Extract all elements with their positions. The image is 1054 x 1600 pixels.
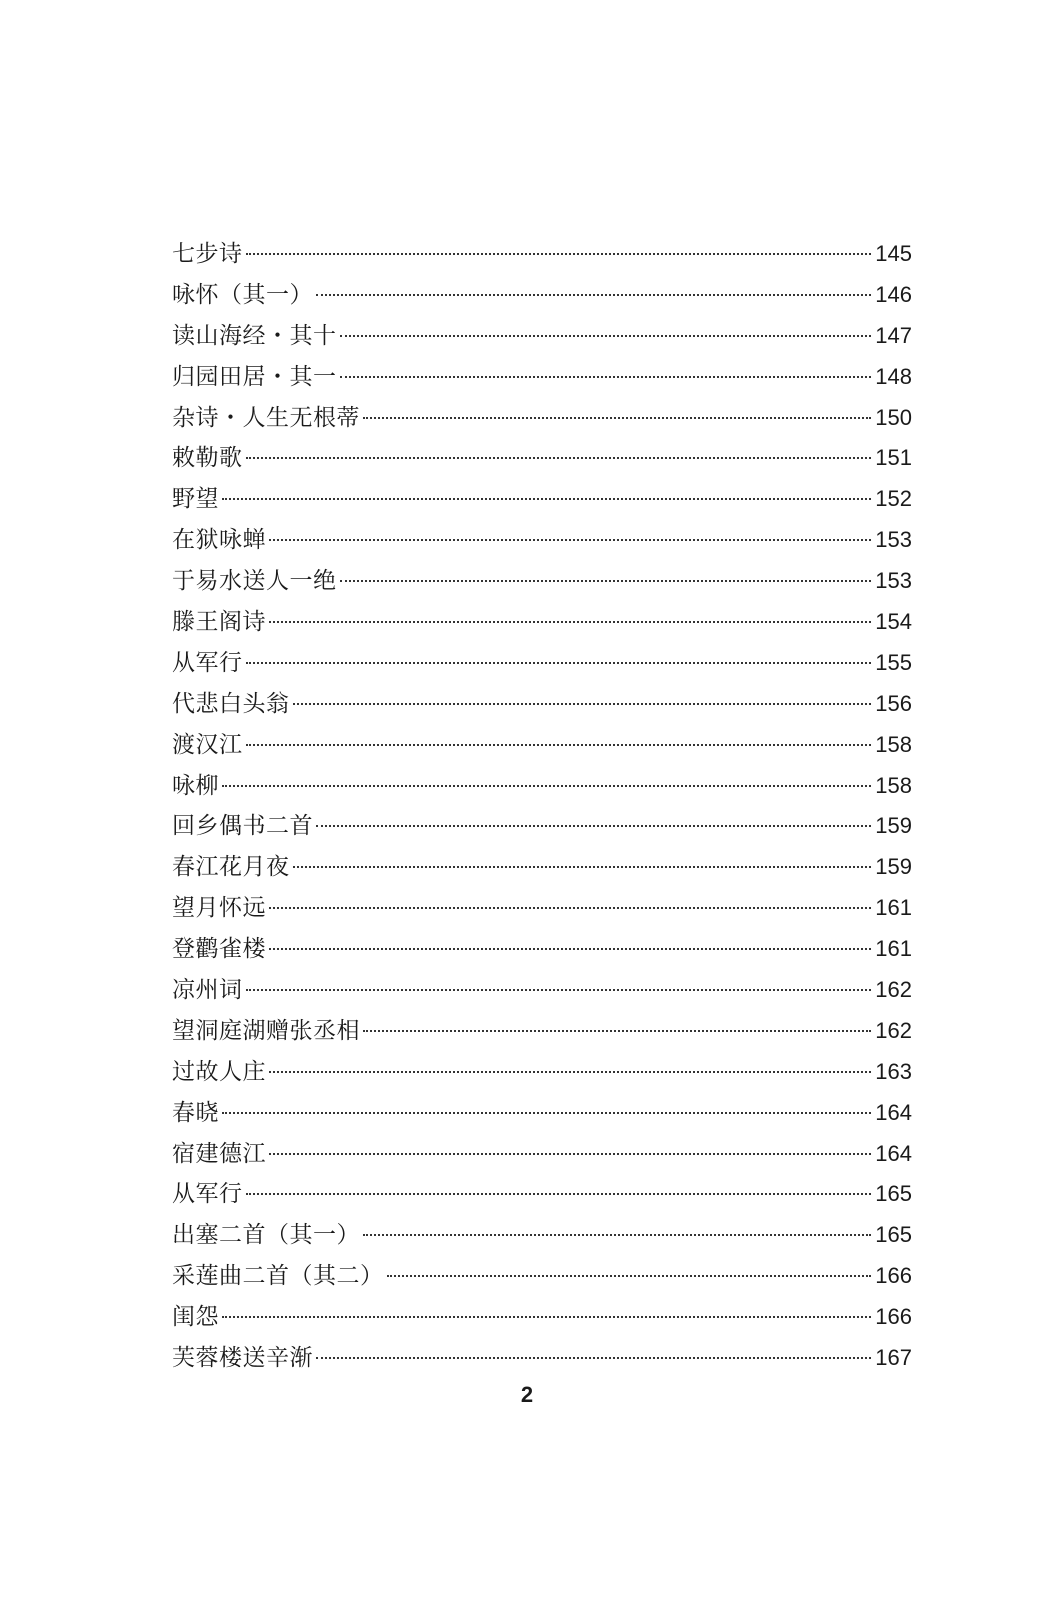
toc-entry-page-number: 158 bbox=[875, 731, 912, 757]
toc-entry bbox=[172, 888, 912, 929]
toc-entry bbox=[172, 275, 912, 316]
dot-leader bbox=[246, 457, 872, 459]
toc-entry bbox=[172, 1052, 912, 1093]
dot-leader bbox=[340, 335, 872, 337]
toc-entry bbox=[172, 1093, 912, 1134]
toc-entry-page-number: 156 bbox=[875, 690, 912, 716]
dot-leader bbox=[269, 539, 871, 541]
toc-entry-page-number: 161 bbox=[875, 895, 912, 921]
page-number: 2 bbox=[520, 1382, 534, 1407]
toc-entry-title: 渡汉江 bbox=[172, 731, 243, 758]
dot-leader bbox=[340, 376, 872, 378]
toc-entry-title: 归园田居・其一 bbox=[172, 363, 337, 390]
toc-entry bbox=[172, 766, 912, 807]
dot-leader bbox=[246, 253, 872, 255]
dot-leader bbox=[293, 866, 872, 868]
toc-entry bbox=[172, 1297, 912, 1338]
toc-entry-page-number: 164 bbox=[875, 1099, 912, 1125]
toc-entry bbox=[172, 1338, 912, 1379]
toc-entry-title: 望月怀远 bbox=[172, 895, 266, 922]
dot-leader bbox=[387, 1275, 872, 1277]
toc-entry-page-number: 159 bbox=[875, 813, 912, 839]
toc-entry-title: 咏柳 bbox=[172, 772, 219, 799]
toc-entry bbox=[172, 929, 912, 970]
toc-entry bbox=[172, 1215, 912, 1256]
toc-entry bbox=[172, 643, 912, 684]
dot-leader bbox=[269, 621, 871, 623]
toc-entry-title: 凉州词 bbox=[172, 977, 243, 1004]
toc-entry-title: 登鹳雀楼 bbox=[172, 936, 266, 963]
toc-entry bbox=[172, 684, 912, 725]
toc-entry-page-number: 150 bbox=[875, 404, 912, 430]
toc-entry bbox=[172, 398, 912, 439]
toc-entry-page-number: 163 bbox=[875, 1058, 912, 1084]
toc-entry-title: 望洞庭湖赠张丞相 bbox=[172, 1017, 360, 1044]
toc-entry bbox=[172, 1256, 912, 1297]
toc-entry bbox=[172, 1134, 912, 1175]
dot-leader bbox=[269, 1071, 871, 1073]
toc-entry-page-number: 165 bbox=[875, 1181, 912, 1207]
toc-entry-title: 春江花月夜 bbox=[172, 854, 290, 881]
toc-entry-page-number: 162 bbox=[875, 1017, 912, 1043]
toc-entry-page-number: 164 bbox=[875, 1140, 912, 1166]
dot-leader bbox=[246, 1193, 872, 1195]
toc-entry-page-number: 161 bbox=[875, 936, 912, 962]
dot-leader bbox=[363, 1234, 871, 1236]
toc-entry-page-number: 167 bbox=[875, 1345, 912, 1371]
toc-entry bbox=[172, 1011, 912, 1052]
dot-leader bbox=[340, 580, 872, 582]
toc-entry-page-number: 158 bbox=[875, 772, 912, 798]
toc-entry-title: 野望 bbox=[172, 486, 219, 513]
toc-entry-page-number: 159 bbox=[875, 854, 912, 880]
toc-entry bbox=[172, 725, 912, 766]
toc-entry bbox=[172, 357, 912, 398]
toc-entry-title: 芙蓉楼送辛渐 bbox=[172, 1345, 313, 1372]
dot-leader bbox=[316, 825, 871, 827]
toc-entry-page-number: 162 bbox=[875, 977, 912, 1003]
dot-leader bbox=[246, 662, 872, 664]
toc-entry bbox=[172, 520, 912, 561]
toc-entry-title: 从军行 bbox=[172, 1181, 243, 1208]
dot-leader bbox=[269, 907, 871, 909]
toc-entry bbox=[172, 316, 912, 357]
toc-entry bbox=[172, 970, 912, 1011]
toc-entry-page-number: 166 bbox=[875, 1263, 912, 1289]
toc-entry-title: 敕勒歌 bbox=[172, 445, 243, 472]
dot-leader bbox=[363, 417, 871, 419]
dot-leader bbox=[316, 1357, 871, 1359]
toc-entry-title: 在狱咏蝉 bbox=[172, 527, 266, 554]
toc-entry-title: 读山海经・其十 bbox=[172, 322, 337, 349]
toc-entry-title: 于易水送人一绝 bbox=[172, 568, 337, 595]
dot-leader bbox=[293, 703, 872, 705]
dot-leader bbox=[222, 498, 871, 500]
toc-entry-title: 滕王阁诗 bbox=[172, 609, 266, 636]
toc-entry-page-number: 166 bbox=[875, 1304, 912, 1330]
toc-entry-page-number: 151 bbox=[875, 445, 912, 471]
dot-leader bbox=[246, 989, 872, 991]
dot-leader bbox=[363, 1030, 871, 1032]
toc-entry-title: 咏怀（其一） bbox=[172, 281, 313, 308]
toc-entry-title: 代悲白头翁 bbox=[172, 690, 290, 717]
toc-entry-page-number: 165 bbox=[875, 1222, 912, 1248]
toc-entry-page-number: 145 bbox=[875, 241, 912, 266]
dot-leader bbox=[222, 785, 871, 787]
toc-entry-page-number: 155 bbox=[875, 649, 912, 675]
toc-entry-title: 采莲曲二首（其二） bbox=[172, 1263, 384, 1290]
dot-leader bbox=[222, 1112, 871, 1114]
toc-entry-page-number: 154 bbox=[875, 609, 912, 635]
toc-entry-title: 过故人庄 bbox=[172, 1058, 266, 1085]
toc-entry bbox=[172, 602, 912, 643]
toc-entry-title: 回乡偶书二首 bbox=[172, 813, 313, 840]
toc-entry bbox=[172, 1174, 912, 1215]
toc-entry-page-number: 147 bbox=[875, 322, 912, 348]
toc-entry bbox=[172, 561, 912, 602]
dot-leader bbox=[246, 744, 872, 746]
toc-entry bbox=[172, 847, 912, 888]
toc-entry-page-number: 153 bbox=[875, 527, 912, 553]
toc-entry-page-number: 148 bbox=[875, 363, 912, 389]
dot-leader bbox=[222, 1316, 871, 1318]
table-of-contents bbox=[172, 234, 912, 1379]
toc-entry-page-number: 153 bbox=[875, 568, 912, 594]
toc-entry-page-number: 152 bbox=[875, 486, 912, 512]
dot-leader bbox=[269, 948, 871, 950]
toc-entry-title: 宿建德江 bbox=[172, 1140, 266, 1167]
toc-entry-title: 出塞二首（其一） bbox=[172, 1222, 360, 1249]
toc-entry bbox=[172, 806, 912, 847]
dot-leader bbox=[269, 1153, 871, 1155]
toc-entry-page-number: 146 bbox=[875, 281, 912, 307]
toc-entry-title: 春晓 bbox=[172, 1099, 219, 1126]
toc-entry-title: 七步诗 bbox=[172, 241, 243, 267]
toc-entry bbox=[172, 438, 912, 479]
toc-entry bbox=[172, 234, 912, 275]
toc-entry-title: 杂诗・人生无根蒂 bbox=[172, 404, 360, 431]
toc-entry bbox=[172, 479, 912, 520]
dot-leader bbox=[316, 294, 871, 296]
toc-entry-title: 闺怨 bbox=[172, 1304, 219, 1331]
toc-entry-title: 从军行 bbox=[172, 649, 243, 676]
